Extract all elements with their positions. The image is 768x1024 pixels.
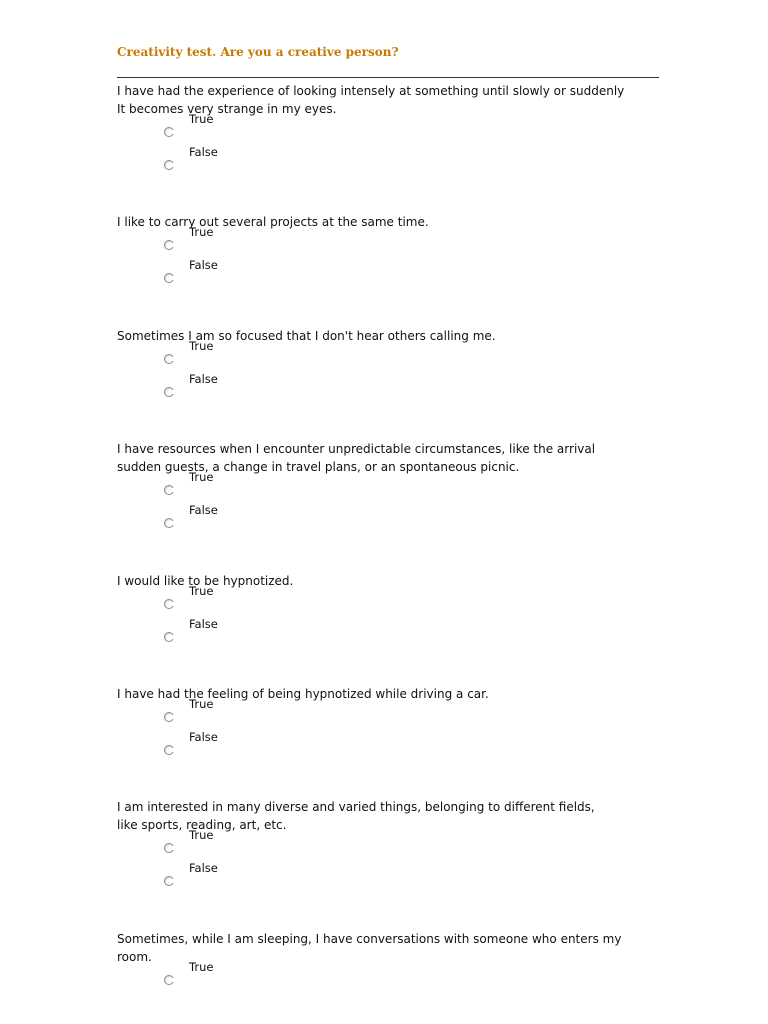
question-2-true-label: True — [189, 225, 214, 239]
question-4 — [117, 440, 637, 542]
question-1-text-line-2: It becomes very strange in my eyes. — [117, 102, 337, 116]
title-divider — [117, 77, 659, 78]
question-6-false-radio[interactable] — [164, 745, 174, 755]
question-3-true-radio[interactable] — [164, 354, 174, 364]
question-2 — [117, 213, 637, 297]
question-1-true-radio[interactable] — [164, 127, 174, 137]
question-5-true-label: True — [189, 584, 214, 598]
question-4-false-radio[interactable] — [164, 518, 174, 528]
question-1-false-label: False — [189, 145, 218, 159]
question-4-false-label: False — [189, 503, 218, 517]
question-5-option-false — [117, 617, 637, 656]
question-1-false-radio[interactable] — [164, 160, 174, 170]
question-4-true-label: True — [189, 470, 214, 484]
question-5-text: I would like to be hypnotized. — [117, 574, 294, 588]
question-1-option-false — [117, 145, 637, 184]
question-5-false-radio[interactable] — [164, 632, 174, 642]
question-4-text-line-1: I have resources when I encounter unpredictable circumstances, like the arrival — [117, 442, 596, 456]
question-6-true-radio[interactable] — [164, 712, 174, 722]
question-2-false-radio[interactable] — [164, 273, 174, 283]
question-1-true-label: True — [189, 112, 214, 126]
question-7-false-label: False — [189, 861, 218, 875]
question-7-option-false — [117, 861, 637, 900]
question-3-text: Sometimes I am so focused that I don't hear others calling me. — [117, 329, 496, 343]
question-6-true-label: True — [189, 697, 214, 711]
question-1 — [117, 82, 637, 184]
question-7-text-line-1: I am interested in many diverse and varied things, belonging to different fields, — [117, 800, 595, 814]
question-2-true-radio[interactable] — [164, 240, 174, 250]
question-3-false-radio[interactable] — [164, 387, 174, 397]
question-3-false-label: False — [189, 372, 218, 386]
question-8-option-true — [117, 960, 637, 999]
question-4-true-radio[interactable] — [164, 485, 174, 495]
question-6-option-false — [117, 730, 637, 769]
question-2-false-label: False — [189, 258, 218, 272]
question-1-text-line-1: I have had the experience of looking intensely at something until slowly or suddenly — [117, 84, 625, 98]
question-5-false-label: False — [189, 617, 218, 631]
question-5-true-radio[interactable] — [164, 599, 174, 609]
question-8-true-radio[interactable] — [164, 975, 174, 985]
question-7-false-radio[interactable] — [164, 876, 174, 886]
question-2-option-false — [117, 258, 637, 297]
question-4-option-false — [117, 503, 637, 542]
question-8-text-line-1: Sometimes, while I am sleeping, I have conversations with someone who enters my — [117, 932, 622, 946]
question-7 — [117, 798, 637, 900]
question-4-text-line-2: sudden guests, a change in travel plans, or an spontaneous picnic. — [117, 460, 520, 474]
question-8 — [117, 930, 637, 999]
question-7-text-line-2: like sports, reading, art, etc. — [117, 818, 287, 832]
question-6-false-label: False — [189, 730, 218, 744]
question-3 — [117, 327, 637, 411]
question-3-true-label: True — [189, 339, 214, 353]
question-7-true-label: True — [189, 828, 214, 842]
question-3-option-false — [117, 372, 637, 411]
question-6-text: I have had the feeling of being hypnotized while driving a car. — [117, 687, 489, 701]
question-7-true-radio[interactable] — [164, 843, 174, 853]
question-2-text: I like to carry out several projects at the same time. — [117, 215, 429, 229]
page-title: Creativity test. Are you a creative person? — [117, 45, 399, 59]
question-5 — [117, 572, 637, 656]
question-8-true-label: True — [189, 960, 214, 974]
question-8-text-line-2: room. — [117, 950, 152, 964]
question-6 — [117, 685, 637, 769]
